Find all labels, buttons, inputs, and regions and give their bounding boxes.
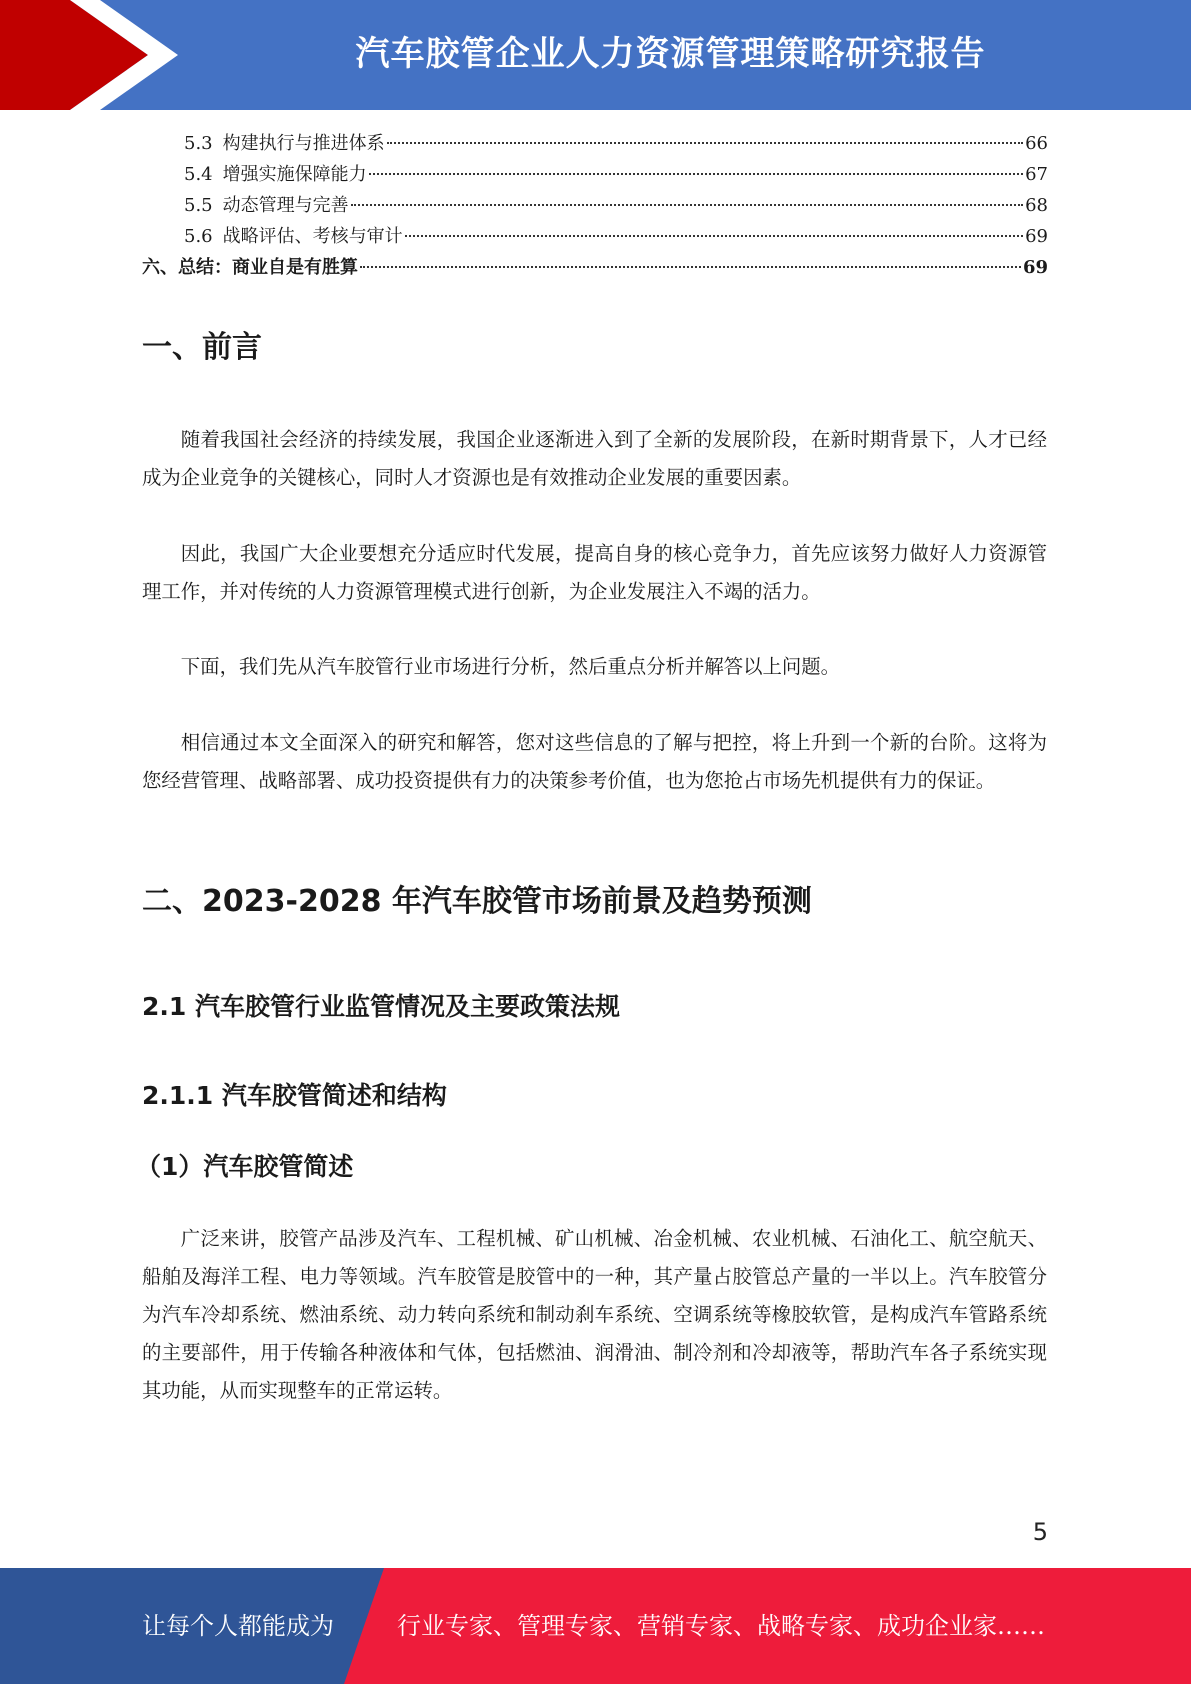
subsection-heading-2-1: 2.1 汽车胶管行业监管情况及主要政策法规 (142, 992, 620, 1021)
toc-dot-leader (405, 235, 1023, 237)
toc-entry-title: 六、总结：商业自是有胜算 (142, 257, 358, 278)
page-number: 5 (1032, 1518, 1048, 1546)
footer-slogan-left: 让每个人都能成为 (142, 1612, 334, 1640)
preface-paragraph-3: 下面，我们先从汽车胶管行业市场进行分析，然后重点分析并解答以上问题。 (180, 655, 841, 678)
toc-entry[interactable] (142, 159, 1048, 190)
toc-entry-number: 5.4 (184, 164, 213, 185)
toc-entry[interactable] (142, 128, 1048, 159)
toc-dot-leader (387, 142, 1023, 144)
toc-entry-number: 5.3 (184, 133, 213, 154)
toc-entry-page: 66 (1025, 133, 1048, 154)
page-header (0, 0, 1191, 110)
toc-entry-title: 战略评估、考核与审计 (222, 226, 403, 247)
section-heading-market-outlook: 二、2023-2028 年汽车胶管市场前景及趋势预测 (142, 884, 812, 919)
footer-slogan-right: 行业专家、管理专家、营销专家、战略专家、成功企业家…… (397, 1612, 1045, 1640)
preface-paragraph-2: 因此，我国广大企业要想充分适应时代发展，提高自身的核心竞争力，首先应该努力做好人力资源管理工作，并对传统的人力资源管理模式进行创新，为企业发展注入不竭的活力。 (142, 542, 1047, 603)
toc-dot-leader (369, 173, 1023, 175)
toc-entry-page: 69 (1022, 257, 1048, 278)
toc-dot-leader (351, 204, 1023, 206)
toc-entry-number: 5.6 (184, 226, 213, 247)
toc-entry-page: 67 (1025, 164, 1048, 185)
toc-entry[interactable] (142, 221, 1048, 252)
toc-entry-page: 69 (1025, 226, 1048, 247)
section-heading-preface: 一、前言 (142, 330, 262, 365)
table-of-contents (142, 128, 1048, 283)
toc-dot-leader (360, 266, 1021, 268)
toc-entry-title: 动态管理与完善 (222, 195, 349, 216)
report-title: 汽车胶管企业人力资源管理策略研究报告 (355, 34, 986, 74)
preface-paragraph-4: 相信通过本文全面深入的研究和解答，您对这些信息的了解与把控，将上升到一个新的台阶。这将为您经营管理、战略部署、成功投资提供有力的决策参考价值，也为您抢占市场先机提供有力的保证。 (142, 731, 1047, 792)
overview-paragraph: 广泛来讲，胶管产品涉及汽车、工程机械、矿山机械、冶金机械、农业机械、石油化工、航空航天、船舶及海洋工程、电力等领域。汽车胶管是胶管中的一种，其产量占胶管总产量的一半以上。汽车胶管分为汽车冷却系统、燃油系统、动力转向系统和制动刹车系统、空调系统等橡胶软管，是构成汽车管路系统的主要部件，用于传输各种液体和气体，包括燃油、润滑油、制冷剂和冷却液等，帮助汽车各子系统实现其功能，从而实现整车的正常运转。 (142, 1227, 1047, 1402)
toc-entry-title: 增强实施保障能力 (222, 164, 367, 185)
subsection-heading-overview: （1）汽车胶管简述 (136, 1152, 354, 1181)
toc-entry-title: 构建执行与推进体系 (222, 133, 385, 154)
toc-entry[interactable] (142, 252, 1048, 283)
toc-entry-number: 5.5 (184, 195, 213, 216)
toc-entry-page: 68 (1025, 195, 1048, 216)
subsection-heading-2-1-1: 2.1.1 汽车胶管简述和结构 (142, 1081, 447, 1110)
preface-paragraph-1: 随着我国社会经济的持续发展，我国企业逐渐进入到了全新的发展阶段，在新时期背景下，人才已经成为企业竞争的关键核心，同时人才资源也是有效推动企业发展的重要因素。 (142, 428, 1047, 489)
toc-entry[interactable] (142, 190, 1048, 221)
page-footer (0, 1568, 1191, 1684)
